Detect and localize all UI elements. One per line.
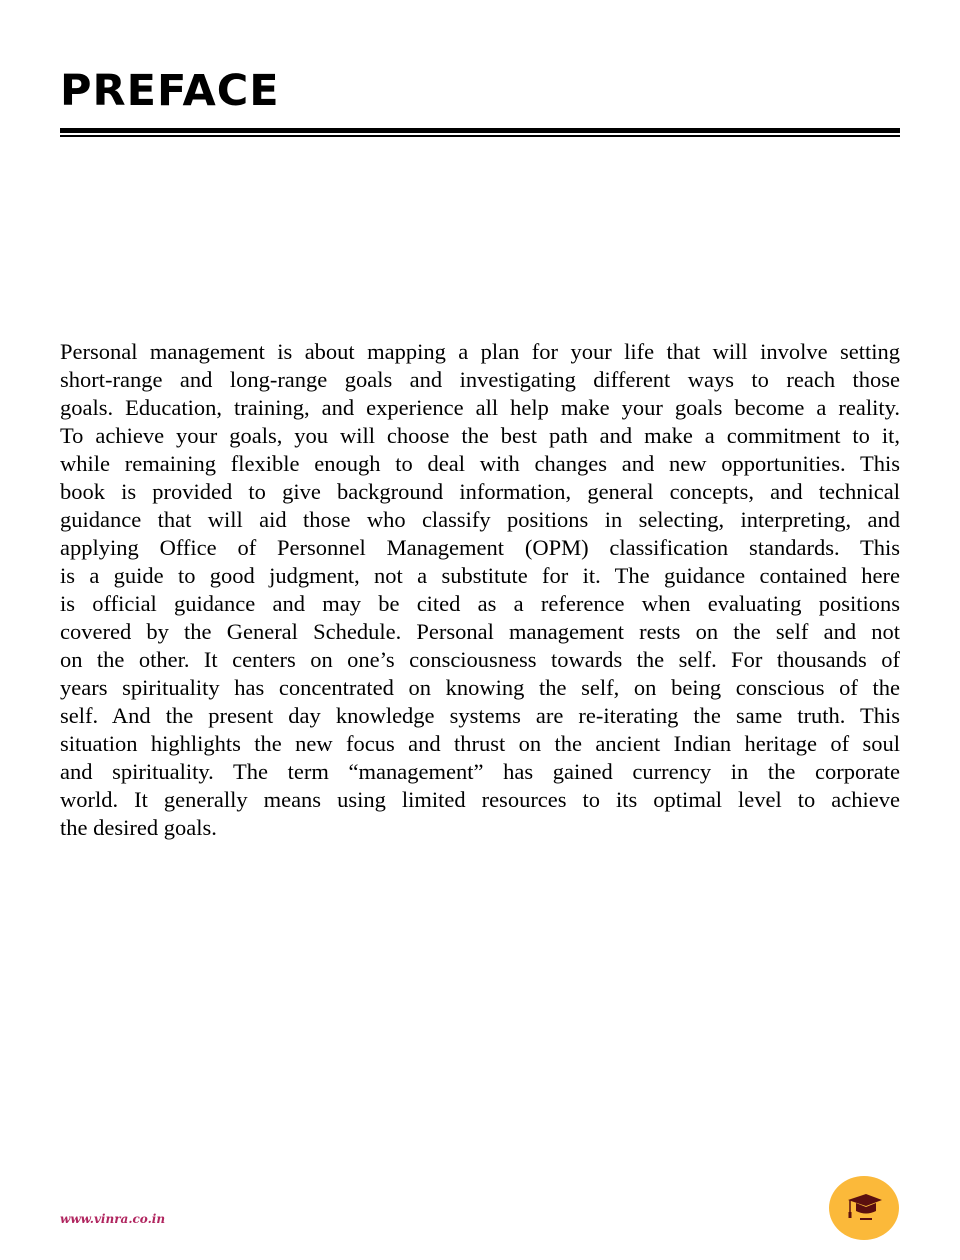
body-line: and spirituality. The term “management” has gained currency in the corporate <box>60 759 900 784</box>
body-line: Personal management is about mapping a plan for your life that will involve setting <box>60 339 900 364</box>
title-rule-thin <box>60 135 900 137</box>
graduation-cap-icon <box>844 1191 884 1225</box>
body-line: on the other. It centers on one’s consciousness towards the self. For thousands of <box>60 647 900 672</box>
publisher-logo <box>829 1176 899 1240</box>
body-line: is a guide to good judgment, not a substitute for it. The guidance contained here <box>60 563 900 588</box>
footer-url[interactable]: www.vinra.co.in <box>60 1212 166 1226</box>
body-line: guidance that will aid those who classify positions in selecting, interpreting, and <box>60 507 900 532</box>
body-line: book is provided to give background information, general concepts, and technical <box>60 479 900 504</box>
body-line: To achieve your goals, you will choose the best path and make a commitment to it, <box>60 423 900 448</box>
title-rule-thick <box>60 128 900 133</box>
body-line: years spirituality has concentrated on knowing the self, on being conscious of the <box>60 675 900 700</box>
page-title: PREFACE <box>60 66 280 116</box>
body-line: while remaining flexible enough to deal with changes and new opportunities. This <box>60 451 900 476</box>
preface-body <box>60 338 900 842</box>
body-line: self. And the present day knowledge systems are re-iterating the same truth. This <box>60 703 900 728</box>
body-line: the desired goals. <box>60 815 217 840</box>
body-line: is official guidance and may be cited as a reference when evaluating positions <box>60 591 900 616</box>
body-line: applying Office of Personnel Management (OPM) classification standards. This <box>60 535 900 560</box>
body-line: covered by the General Schedule. Personal management rests on the self and not <box>60 619 900 644</box>
body-line: goals. Education, training, and experience all help make your goals become a reality. <box>60 395 900 420</box>
body-line: short-range and long-range goals and investigating different ways to reach those <box>60 367 900 392</box>
body-line: world. It generally means using limited resources to its optimal level to achieve <box>60 787 900 812</box>
body-line: situation highlights the new focus and thrust on the ancient Indian heritage of soul <box>60 731 900 756</box>
